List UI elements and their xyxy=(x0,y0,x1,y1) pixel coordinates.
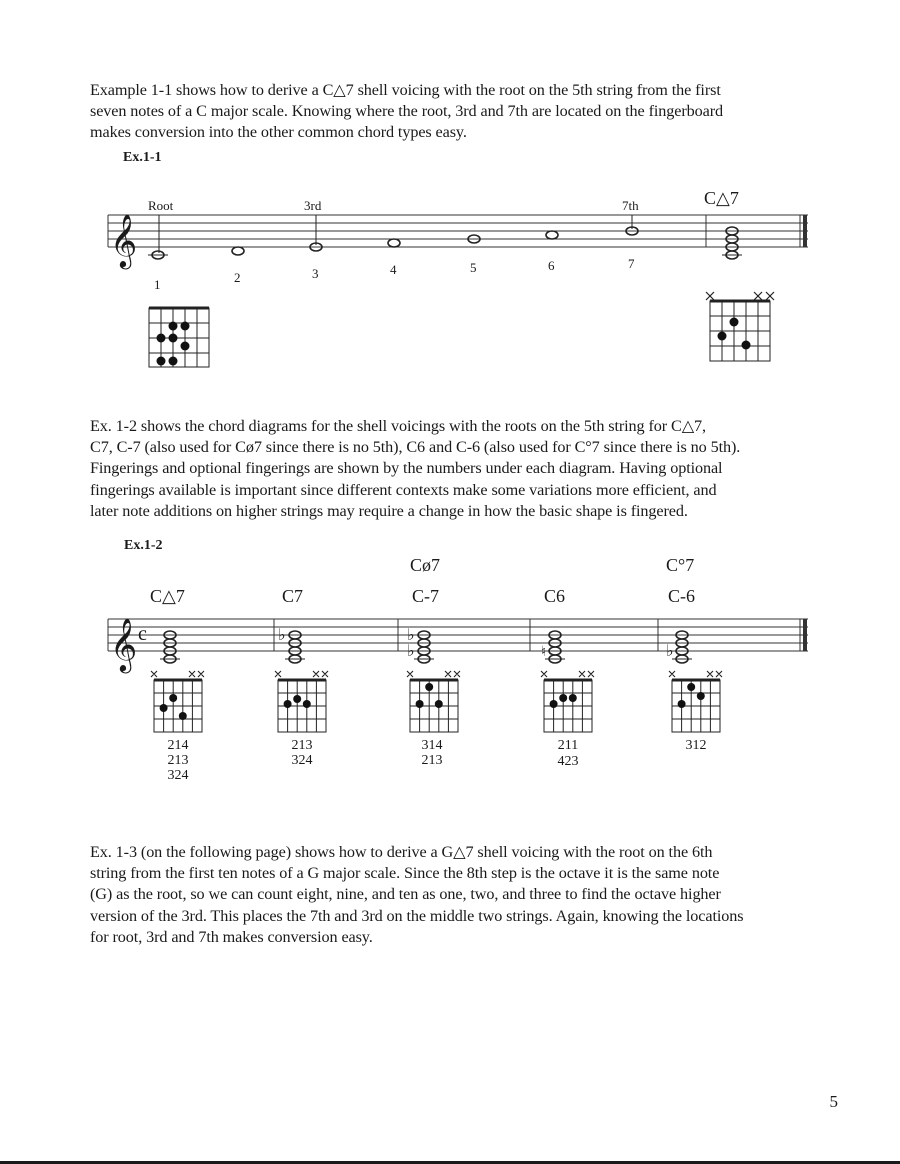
paragraph-ex1-3-intro xyxy=(90,842,820,948)
fingering: 213 xyxy=(167,753,189,768)
chord-diagram-4 xyxy=(541,671,594,732)
staff-ex1-2 xyxy=(108,619,808,651)
scale-notes xyxy=(148,215,742,259)
example-label-1-2: Ex.1-2 xyxy=(124,538,163,553)
chord-diagram-cmaj7 xyxy=(706,292,774,361)
text-line: string from the first ten notes of a G major scale. Since the 8th step is the octave it is the same note xyxy=(90,864,720,883)
text-line: for root, 3rd and 7th makes conversion easy. xyxy=(90,927,373,946)
chord-alt-symbol-3: Cø7 xyxy=(410,555,441,575)
example-1-2-figure xyxy=(0,540,900,790)
example-1-1-figure xyxy=(0,0,900,380)
text-line: (G) as the root, so we can count eight, nine, and ten as one, two, and three to find the octave higher xyxy=(90,885,721,904)
scale-degree-1: 1 xyxy=(154,277,161,292)
text-line: fingerings available is important since different contexts make some variations more efficient, and xyxy=(90,480,717,499)
annotation-third: 3rd xyxy=(304,198,322,213)
chord-symbol-cmaj7: C△7 xyxy=(704,188,739,208)
text-line: Ex. 1-3 (on the following page) shows how to derive a G△7 shell voicing with the root on the 6th xyxy=(90,843,713,861)
flat-icon: ♭ xyxy=(407,627,415,644)
chord-alt-symbol-5: C°7 xyxy=(666,555,695,575)
chord-symbol-2: C7 xyxy=(282,586,304,606)
fingering: 213 xyxy=(291,738,313,753)
fingering: 423 xyxy=(557,754,579,769)
staff-ex1-1 xyxy=(108,215,808,247)
fingering: 214 xyxy=(167,738,189,753)
muted-string-icon xyxy=(706,292,774,300)
page-number: 5 xyxy=(829,1092,838,1111)
fingering: 213 xyxy=(421,753,443,768)
chord-symbol-5: C-6 xyxy=(668,586,695,606)
treble-clef-icon: 𝄞 xyxy=(110,215,138,266)
fingering: 211 xyxy=(557,738,579,753)
text-line: Ex. 1-2 shows the chord diagrams for the shell voicings with the roots on the 5th string for C△7, xyxy=(90,417,706,435)
scale-degree-7: 7 xyxy=(628,256,635,271)
text-line: makes conversion into the other common chord types easy. xyxy=(90,123,467,142)
scale-degree-6: 6 xyxy=(548,258,555,273)
fingerings xyxy=(168,738,707,783)
chord-notes xyxy=(160,631,692,663)
chord-diagram-1 xyxy=(151,671,204,732)
text-line: later note additions on higher strings may require a change in how the basic shape is fingered. xyxy=(90,501,688,520)
annotation-root: Root xyxy=(148,198,174,213)
scale-degree-3: 3 xyxy=(312,266,319,281)
text-line: Fingerings and optional fingerings are shown by the numbers under each diagram. Having optional xyxy=(90,459,723,478)
fingering: 314 xyxy=(421,738,443,753)
fingering: 312 xyxy=(685,738,707,753)
scale-degree-2: 2 xyxy=(234,270,241,285)
chord-diagram-2 xyxy=(275,671,328,732)
flat-icon: ♭ xyxy=(666,643,674,660)
text-line: version of the 3rd. This places the 7th and 3rd on the middle two strings. Again, knowing the locations xyxy=(90,906,744,925)
scale-fretboard-diagram xyxy=(149,308,209,367)
paragraph-ex1-2-intro xyxy=(90,416,820,522)
example-label-1-1: Ex.1-1 xyxy=(123,150,162,165)
flat-icon: ♭ xyxy=(407,643,415,660)
treble-clef-icon: 𝄞 xyxy=(110,619,138,670)
common-time-icon: c xyxy=(138,623,147,645)
chord-symbol-3: C-7 xyxy=(412,586,439,606)
scale-degree-5: 5 xyxy=(470,260,477,275)
fingering: 324 xyxy=(167,768,189,783)
flat-icon: ♭ xyxy=(278,627,286,644)
chord-diagram-3 xyxy=(407,671,460,732)
text-line: C7, C-7 (also used for Cø7 since there is no 5th), C6 and C-6 (also used for C°7 since there is no 5th). xyxy=(90,438,741,457)
scale-degree-4: 4 xyxy=(390,262,397,277)
natural-icon: ♮ xyxy=(541,645,547,660)
text-line: Example 1-1 shows how to derive a C△7 shell voicing with the root on the 5th string from the first xyxy=(90,81,721,99)
text-line: seven notes of a C major scale. Knowing where the root, 3rd and 7th are located on the fingerboard xyxy=(90,102,723,121)
fingering: 324 xyxy=(291,753,313,768)
chord-symbol-4: C6 xyxy=(544,586,566,606)
chord-diagram-5 xyxy=(669,671,722,732)
chord-symbol-1: C△7 xyxy=(150,586,185,606)
annotation-seventh: 7th xyxy=(622,198,639,213)
